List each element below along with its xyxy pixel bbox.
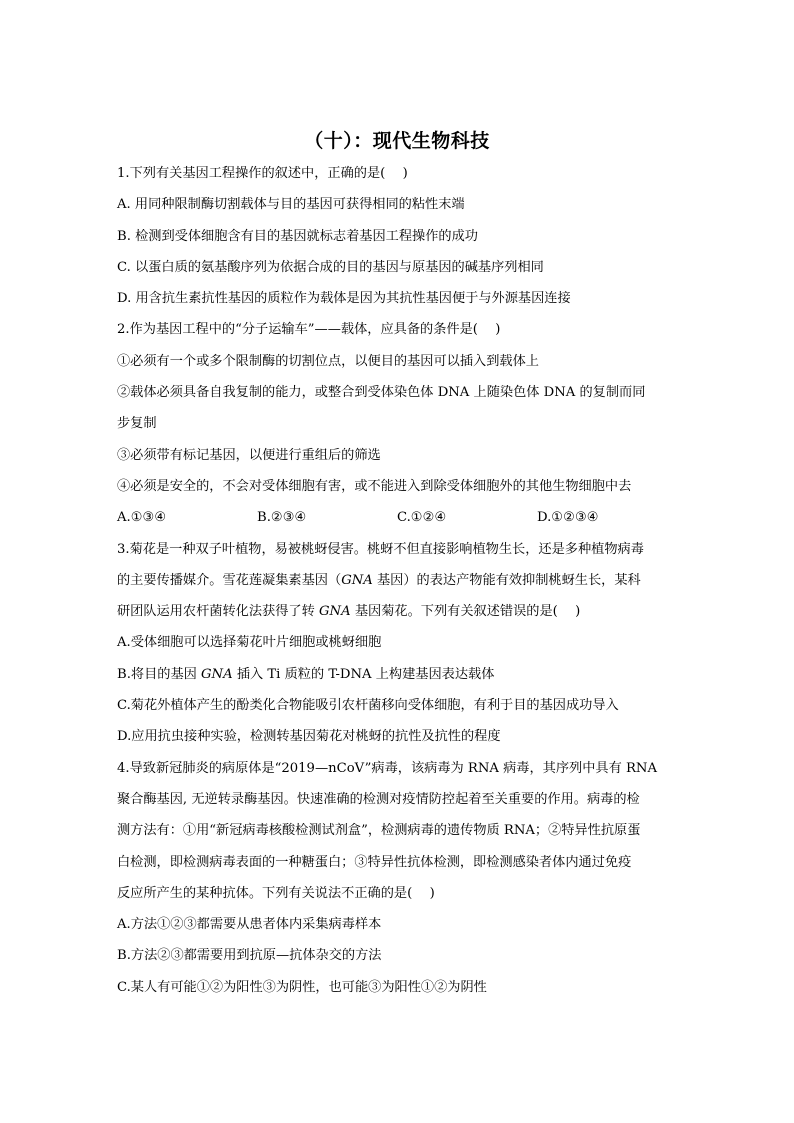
- question-2-option-a: A.①③④: [117, 510, 167, 526]
- question-1-option-d: D. 用含抗生素抗性基因的质粒作为载体是因为其抗性基因便于与外源基因连接: [117, 291, 571, 307]
- question-4-option-c: C.某人有可能①②为阳性③为阴性，也可能③为阳性①②为阴性: [117, 979, 487, 995]
- question-list: [117, 163, 677, 1008]
- question-2-statement-3: ③必须带有标记基因，以便进行重组后的筛选: [117, 447, 381, 463]
- page-title: （十）：现代生物科技: [304, 130, 490, 152]
- question-3-stem-line-2: [117, 570, 677, 601]
- question-2-stem: 2.作为基因工程中的“分子运输车”——载体，应具备的条件是( ): [117, 322, 501, 338]
- question-4-stem-line-5: 反应所产生的某种抗体。下列有关说法不正确的是( ): [117, 885, 435, 901]
- question-1-option-c: C. 以蛋白质的氨基酸序列为依据合成的目的基因与原基因的碱基序列相同: [117, 259, 544, 275]
- question-1-stem: 1.下列有关基因工程操作的叙述中，正确的是( ): [117, 166, 408, 181]
- question-3-option-c: C.菊花外植体产生的酚类化合物能吸引农杆菌移向受体细胞，有利于目的基因成功导入: [117, 698, 619, 714]
- question-2-statement-2-line-2: 步复制: [117, 416, 157, 432]
- question-2-option-c: C.①②④: [397, 510, 447, 526]
- gna-gene-name: GNA: [341, 572, 373, 588]
- question-4-stem-line-3: 测方法有：①用“新冠病毒核酸检测试剂盒”，检测病毒的遗传物质 RNA；②特异性抗原蛋: [117, 823, 641, 839]
- gna-gene-name: GNA: [319, 604, 351, 620]
- question-3-stem-line-2-part-b: 基因）的表达产物能有效抑制桃蚜生长，某科: [372, 572, 641, 588]
- question-2-option-d: D.①②③④: [537, 510, 599, 526]
- question-3-option-b-part-a: B.将目的基因: [117, 666, 202, 682]
- question-3-option-d: D.应用抗虫接种实验，检测转基因菊花对桃蚜的抗性及抗性的程度: [117, 729, 501, 745]
- question-2-statement-4: ④必须是安全的，不会对受体细胞有害，或不能进入到除受体细胞外的其他生物细胞中去: [117, 478, 632, 494]
- question-4-stem-line-1: 4.导致新冠肺炎的病原体是“2019—nCoV”病毒，该病毒为 RNA 病毒，其序列中具有 RNA: [117, 760, 657, 776]
- question-4-option-a: A.方法①②③都需要从患者体内采集病毒样本: [117, 917, 382, 933]
- question-3-option-b: [117, 664, 677, 695]
- question-3-option-a: A.受体细胞可以选择菊花叶片细胞或桃蚜细胞: [117, 635, 382, 651]
- question-3-stem-line-2-part-a: 的主要传播媒介。雪花莲凝集素基因（: [117, 572, 342, 588]
- question-3-stem-line-3: [117, 601, 677, 632]
- question-2-option-b: B.②③④: [257, 510, 307, 526]
- question-4-stem-line-4: 白检测，即检测病毒表面的一种糖蛋白；③特异性抗体检测，即检测感染者体内通过免疫: [117, 854, 632, 870]
- question-3-stem-line-1: 3.菊花是一种双子叶植物，易被桃蚜侵害。桃蚜不但直接影响植物生长，还是多种植物病毒: [117, 541, 644, 557]
- gna-gene-name: GNA: [201, 666, 233, 682]
- question-1-option-a: A. 用同种限制酶切割载体与目的基因可获得相同的粘性末端: [117, 197, 465, 213]
- question-4-option-b: B.方法②③都需要用到抗原—抗体杂交的方法: [117, 948, 382, 964]
- question-3-option-b-part-b: 插入 Ti 质粒的 T-DNA 上构建基因表达载体: [232, 666, 495, 682]
- question-3-stem-line-3-part-a: 研团队运用农杆菌转化法获得了转: [117, 604, 320, 620]
- question-2-statement-2-line-1: ②载体必须具备自我复制的能力，或整合到受体染色体 DNA 上随染色体 DNA 的复制而同: [117, 385, 646, 401]
- question-2-options: [117, 507, 677, 538]
- question-4-stem-line-2: 聚合酶基因, 无逆转录酶基因。快速准确的检测对疫情防控起着至关重要的作用。病毒的检: [117, 791, 640, 807]
- question-3-stem-line-3-part-b: 基因菊花。下列有关叙述错误的是( ): [350, 604, 581, 620]
- question-1-option-b: B. 检测到受体细胞含有目的基因就标志着基因工程操作的成功: [117, 228, 478, 244]
- question-2-statement-1: ①必须有一个或多个限制酶的切割位点，以便目的基因可以插入到载体上: [117, 353, 539, 369]
